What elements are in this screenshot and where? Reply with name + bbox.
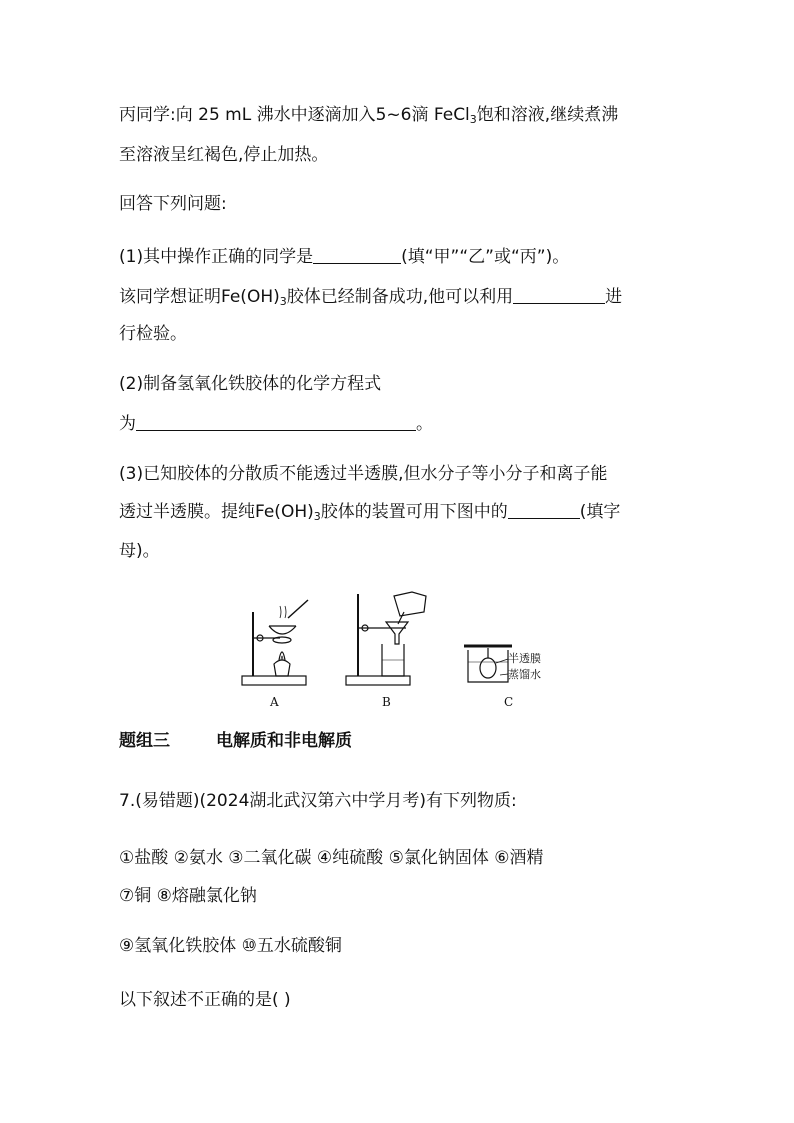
q2-text: 为 <box>119 414 136 434</box>
q7-items: ⑦铜 ⑧熔融氯化钠 <box>119 886 257 906</box>
water-pointer-c <box>500 674 508 675</box>
q1-line-3 <box>119 322 187 346</box>
q1-text: 胶体已经制备成功,他可以利用 <box>286 287 514 307</box>
q7-question-line <box>119 988 291 1012</box>
burner-a <box>274 660 290 676</box>
section-title: 电解质和非电解质 <box>216 731 352 751</box>
para-line-2 <box>119 143 328 167</box>
q7-items: ①盐酸 ②氨水 ③二氧化碳 ④纯硫酸 ⑤氯化钠固体 ⑥酒精 <box>119 848 544 868</box>
apparatus-figure <box>236 578 566 713</box>
ring-a <box>273 637 291 643</box>
para-text: 饱和溶液,继续煮沸 <box>476 105 619 125</box>
q3-text: 母)。 <box>119 541 160 561</box>
subscript: 3 <box>279 295 287 308</box>
q3-line-3 <box>119 539 160 563</box>
q1-text: (填“甲”“乙”或“丙”)。 <box>401 247 570 267</box>
subscript: 3 <box>313 510 321 523</box>
pouring-beaker-b <box>394 592 426 616</box>
figure-label-c: C <box>504 695 514 709</box>
q7-items: ⑨氢氧化铁胶体 ⑩五水硫酸铜 <box>119 936 342 956</box>
prompt-line <box>119 192 227 216</box>
stand-base-a <box>242 676 306 685</box>
q1-line-1 <box>119 245 569 269</box>
q3-line-2 <box>119 500 620 524</box>
q3-text: (填字 <box>579 502 621 522</box>
apparatus-c <box>464 646 512 682</box>
section-number: 题组三 <box>119 731 170 751</box>
q3-text: 透过半透膜。提纯Fe(OH) <box>119 502 314 522</box>
q1-text: (1)其中操作正确的同学是 <box>119 247 314 267</box>
membrane-label: 半透膜 <box>508 652 541 665</box>
glass-rod-a <box>288 600 308 618</box>
apparatus-diagram <box>236 578 566 713</box>
q1-text: 进 <box>605 287 623 307</box>
dish-a <box>269 626 296 634</box>
q7-question: 以下叙述不正确的是( ) <box>119 990 291 1010</box>
q2-line-2 <box>119 412 433 436</box>
q7-stem-line <box>119 789 517 813</box>
answer-blank-2[interactable] <box>513 285 605 304</box>
q3-line-1 <box>119 462 607 486</box>
q7-items-line-3 <box>119 934 342 958</box>
membrane-pointer-c <box>496 659 508 663</box>
q2-text: 。 <box>416 414 433 434</box>
figure-label-a: A <box>270 695 279 709</box>
para-line-1 <box>119 103 618 127</box>
stand-base-b <box>346 676 410 685</box>
steam-a <box>280 606 286 618</box>
figure-label-b: B <box>382 695 391 709</box>
water-label: 蒸馏水 <box>508 668 541 681</box>
prompt-text: 回答下列问题: <box>119 194 227 214</box>
answer-blank-1[interactable] <box>313 245 401 264</box>
q1-text: 行检验。 <box>119 324 187 344</box>
q2-text: (2)制备氢氧化铁胶体的化学方程式 <box>119 374 382 394</box>
q7-items-line-2 <box>119 884 257 908</box>
answer-blank-3[interactable] <box>136 412 416 431</box>
q1-line-2 <box>119 285 622 309</box>
q1-text: 该同学想证明Fe(OH) <box>119 287 280 307</box>
membrane-bag-c <box>480 658 496 678</box>
subscript: 3 <box>469 113 477 126</box>
funnel-b <box>386 622 408 644</box>
apparatus-b <box>346 592 426 685</box>
q3-text: (3)已知胶体的分散质不能透过半透膜,但水分子等小分子和离子能 <box>119 464 608 484</box>
para-text: 丙同学:向 25 mL 沸水中逐滴加入5~6滴 FeCl <box>119 105 470 125</box>
q7-items-line-1 <box>119 846 543 870</box>
para-text: 至溶液呈红褐色,停止加热。 <box>119 145 329 165</box>
q7-stem: 7.(易错题)(2024湖北武汉第六中学月考)有下列物质: <box>119 791 517 811</box>
q3-text: 胶体的装置可用下图中的 <box>320 502 508 522</box>
answer-blank-4[interactable] <box>508 500 580 519</box>
apparatus-a <box>242 600 308 685</box>
q2-line-1 <box>119 372 381 396</box>
